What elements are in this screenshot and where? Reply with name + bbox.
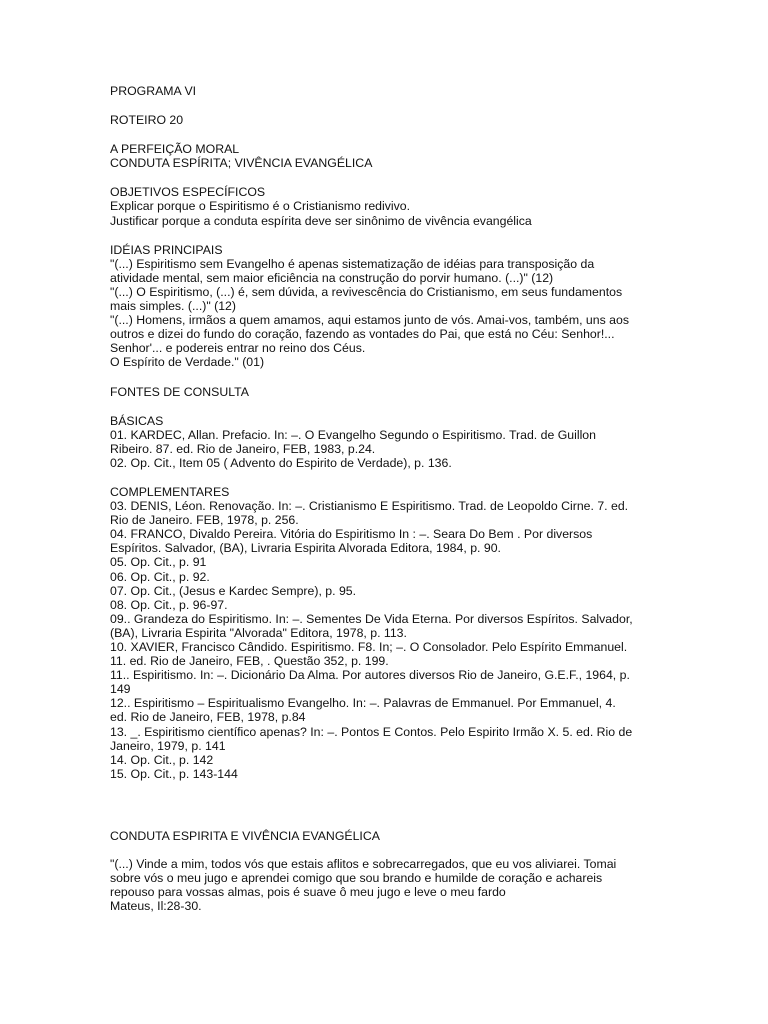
roteiro-title: ROTEIRO 20 bbox=[110, 113, 184, 128]
basicas-heading: BÁSICAS bbox=[110, 413, 164, 428]
reference-line: 11.. Espiritismo. In: –. Dicionário Da Alma. Por autores diversos Rio de Janeiro, G.E.F., 1964, p. bbox=[110, 668, 630, 683]
complementares-section bbox=[110, 485, 670, 781]
program-title: PROGRAMA VI bbox=[110, 84, 197, 98]
reference-line: 08. Op. Cit., p. 96-97. bbox=[110, 597, 228, 612]
ideias-line: outros e dizei do fundo do coração, fazendo as vontades do Pai, que está no Céu: Senhor!... bbox=[110, 327, 615, 342]
quote-line: "(...) Vinde a mim, todos vós que estais aflitos e sobrecarregados, que eu vos aliviarei. Tomai bbox=[110, 857, 617, 872]
conduta-section bbox=[110, 829, 670, 913]
ideias-section bbox=[110, 243, 670, 370]
reference-line: 15. Op. Cit., p. 143-144 bbox=[110, 766, 238, 781]
reference-line: 07. Op. Cit., (Jesus e Kardec Sempre), p. 95. bbox=[110, 583, 357, 598]
reference-line: ed. Rio de Janeiro, FEB, 1978, p.84 bbox=[110, 710, 306, 725]
reference-line: 04. FRANCO, Divaldo Pereira. Vitória do Espiritismo In : –. Seara Do Bem . Por diversos bbox=[110, 527, 593, 542]
objetivos-section bbox=[110, 185, 670, 227]
quote-citation: Mateus, Il:28-30. bbox=[110, 899, 202, 914]
ideias-line: Senhor'... e podereis entrar no reino dos Céus. bbox=[110, 341, 366, 356]
ideias-heading: IDÉIAS PRINCIPAIS bbox=[110, 242, 223, 257]
reference-line: 149 bbox=[110, 682, 131, 697]
reference-line: 06. Op. Cit., p. 92. bbox=[110, 569, 210, 584]
objetivos-line: Justificar porque a conduta espírita deve ser sinônimo de vivência evangélica bbox=[110, 213, 532, 228]
ideias-line: "(...) Homens, irmãos a quem amamos, aqui estamos junto de vós. Amai-vos, também, uns aos bbox=[110, 313, 629, 328]
reference-line: 14. Op. Cit., p. 142 bbox=[110, 752, 214, 767]
quote-line: sobre vós o meu jugo e aprendei comigo que sou brando e humilde de coração e achareis bbox=[110, 871, 603, 886]
reference-line: 05. Op. Cit., p. 91 bbox=[110, 555, 207, 570]
reference-line: 11. ed. Rio de Janeiro, FEB, . Questão 352, p. 199. bbox=[110, 654, 389, 669]
ideias-line: "(...) O Espiritismo, (...) é, sem dúvida, a revivescência do Cristianismo, em seus fundamentos bbox=[110, 284, 623, 299]
fontes-heading: FONTES DE CONSULTA bbox=[110, 384, 249, 399]
reference-line: 01. KARDEC, Allan. Prefacio. In: –. O Evangelho Segundo o Espiritismo. Trad. de Guillon bbox=[110, 427, 596, 442]
reference-line: 09.. Grandeza do Espiritismo. In: –. Sementes De Vida Eterna. Por diversos Espíritos. Salvador, bbox=[110, 611, 633, 626]
ideias-line: "(...) Espiritismo sem Evangelho é apenas sistematização de idéias para transposição da bbox=[110, 256, 595, 271]
objetivos-line: Explicar porque o Espiritismo é o Cristianismo redivivo. bbox=[110, 199, 411, 214]
page-title-line-1: A PERFEIÇÃO MORAL bbox=[110, 142, 240, 157]
reference-line: Espíritos. Salvador, (BA), Livraria Espirita Alvorada Editora, 1984, p. 90. bbox=[110, 541, 501, 556]
ideias-line: O Espírito de Verdade." (01) bbox=[110, 355, 265, 370]
basicas-section bbox=[110, 414, 670, 470]
reference-line: 03. DENIS, Léon. Renovação. In: –. Cristianismo E Espiritismo. Trad. de Leopoldo Cirne. 7. ed. bbox=[110, 499, 629, 514]
reference-line: 02. Op. Cit., Item 05 ( Advento do Espirito de Verdade), p. 136. bbox=[110, 455, 452, 470]
document-page bbox=[110, 84, 670, 913]
reference-line: Ribeiro. 87. ed. Rio de Janeiro, FEB, 1983, p.24. bbox=[110, 441, 376, 456]
reference-line: 12.. Espiritismo – Espiritualismo Evangelho. In: –. Palavras de Emmanuel. Por Emmanuel, 4. bbox=[110, 696, 616, 711]
reference-line: (BA), Livraria Espirita "Alvorada" Editora, 1978, p. 113. bbox=[110, 625, 407, 640]
complementares-heading: COMPLEMENTARES bbox=[110, 484, 230, 499]
ideias-line: atividade mental, sem maior eficiência na construção do porvir humano. (...)" (12) bbox=[110, 270, 554, 285]
objetivos-heading: OBJETIVOS ESPECÍFICOS bbox=[110, 185, 266, 200]
reference-line: Janeiro, 1979, p. 141 bbox=[110, 738, 226, 753]
reference-line: 10. XAVIER, Francisco Cândido. Espiritismo. F8. In; –. O Consolador. Pelo Espírito Emmanuel. bbox=[110, 640, 628, 654]
reference-line: Rio de Janeiro. FEB, 1978, p. 256. bbox=[110, 513, 299, 528]
reference-line: 13. _. Espiritismo científico apenas? In: –. Pontos E Contos. Pelo Espirito Irmão X. 5. ed. Rio de bbox=[110, 724, 633, 739]
conduta-heading: CONDUTA ESPIRITA E VIVÊNCIA EVANGÉLICA bbox=[110, 828, 380, 843]
ideias-line: mais simples. (...)" (12) bbox=[110, 299, 236, 314]
page-title-line-2: CONDUTA ESPÍRITA; VIVÊNCIA EVANGÉLICA bbox=[110, 156, 373, 171]
quote-line: repouso para vossas almas, pois é suave ô meu jugo e leve o meu fardo bbox=[110, 885, 506, 900]
